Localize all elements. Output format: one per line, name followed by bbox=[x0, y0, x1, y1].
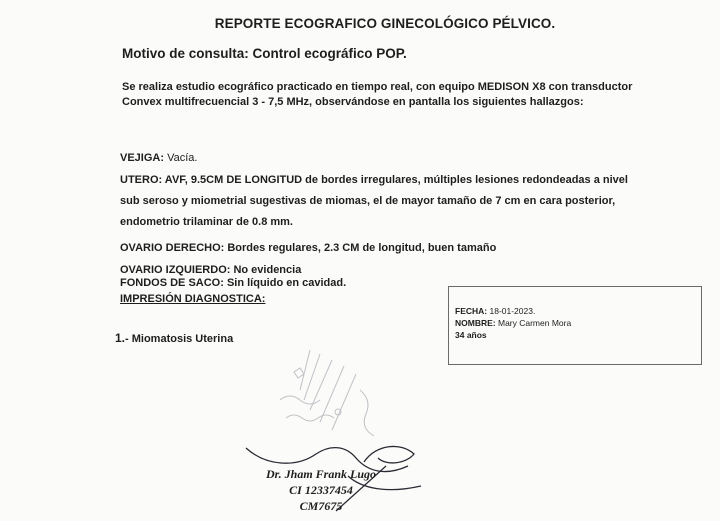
date-value: 18-01-2023. bbox=[489, 306, 536, 316]
vejiga-label: VEJIGA: bbox=[120, 152, 165, 164]
finding-ovario-derecho: OVARIO DERECHO: Bordes regulares, 2.3 CM de longitud, buen tamaño bbox=[120, 242, 497, 254]
diagnosis-item bbox=[115, 331, 233, 345]
patient-info-box bbox=[448, 286, 702, 365]
doctor-cm: CM7675 bbox=[299, 499, 343, 513]
consultation-reason: Motivo de consulta: Control ecográfico POP. bbox=[122, 46, 407, 61]
finding-ovario-izquierdo: OVARIO IZQUIERDO: No evidencia bbox=[120, 264, 302, 276]
doctor-ci: CI 12337454 bbox=[289, 483, 353, 497]
diagnostic-impression-heading: IMPRESIÓN DIAGNOSTICA: bbox=[120, 293, 266, 305]
finding-vejiga bbox=[120, 152, 197, 164]
vejiga-value: Vacía. bbox=[167, 152, 198, 164]
finding-fondos-de-saco: FONDOS DE SACO: Sin líquido en cavidad. bbox=[120, 277, 347, 289]
date-label: FECHA: bbox=[455, 306, 488, 316]
report-title: REPORTE ECOGRAFICO GINECOLÓGICO PÉLVICO. bbox=[214, 16, 556, 31]
name-row bbox=[455, 317, 701, 329]
age-row: 34 años bbox=[455, 330, 487, 340]
intro-paragraph: Se realiza estudio ecográfico practicado en tiempo real, con equipo MEDISON X8 con transductor Convex multifrecuencial 3 - 7,5 MHz, observándose en pantalla los siguientes hallazgos: bbox=[122, 81, 633, 108]
date-row bbox=[455, 305, 701, 317]
name-label: NOMBRE: bbox=[455, 318, 496, 328]
finding-utero: UTERO: AVF, 9.5CM DE LONGITUD de bordes irregulares, múltiples lesiones redondeadas a nivel sub seroso y miometrial sugestivas de miomas, el de mayor tamaño de 7 cm en cara posterior, endometrio trilaminar de 0.8 mm. bbox=[120, 174, 628, 228]
doctor-signature-block bbox=[246, 466, 396, 514]
name-value: Mary Carmen Mora bbox=[497, 318, 572, 328]
diagnosis-text: - Miomatosis Uterina bbox=[125, 333, 234, 345]
doctor-name: Dr. Jham Frank Lugo bbox=[265, 467, 377, 481]
diagnosis-number: 1. bbox=[115, 331, 126, 345]
